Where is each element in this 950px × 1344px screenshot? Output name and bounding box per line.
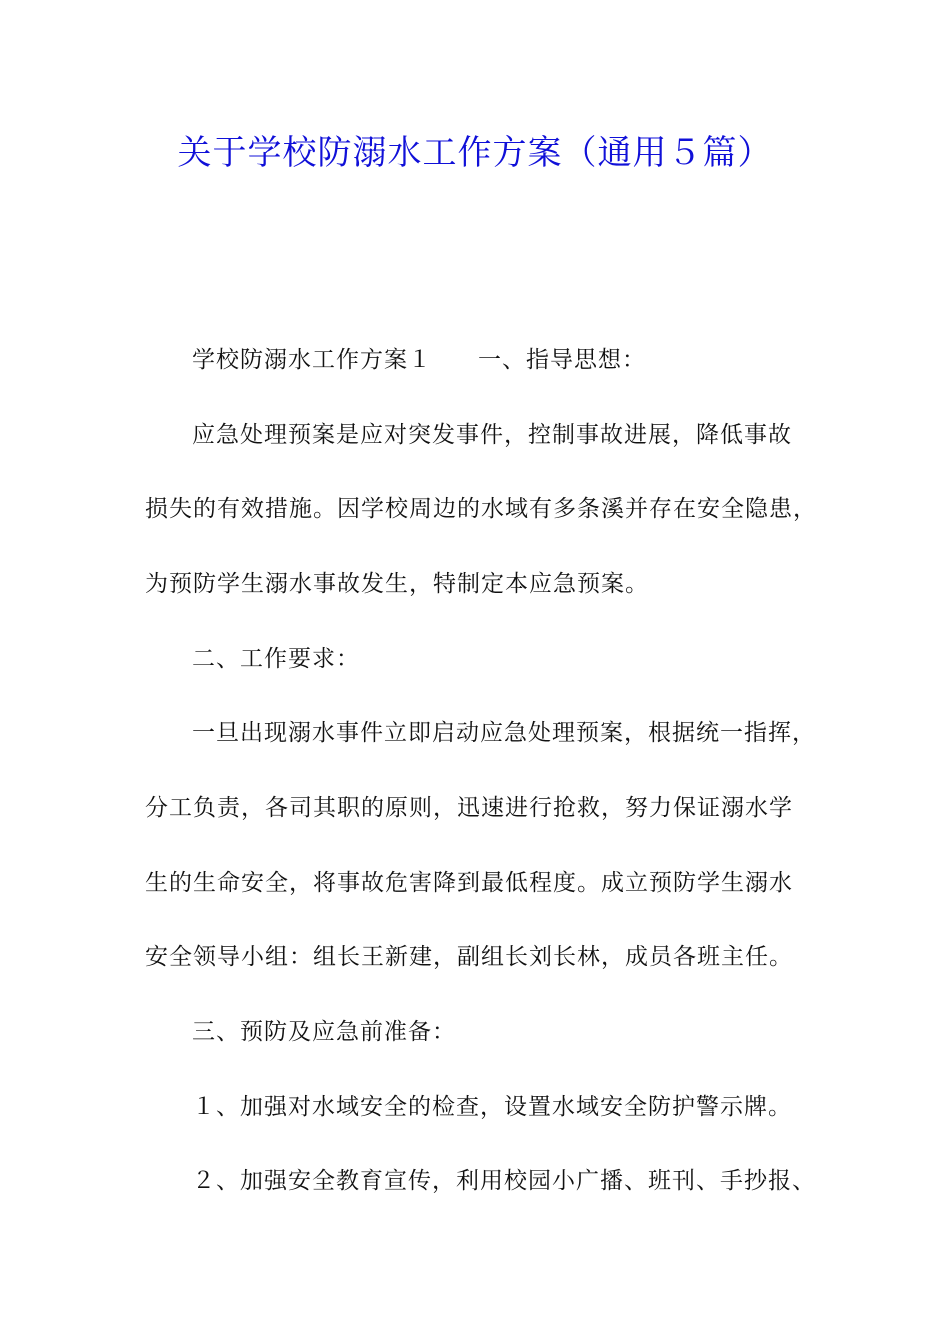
section-heading-guiding-thought: 一、指导思想： [478, 347, 646, 373]
paragraph-line-6: 一旦出现溺水事件立即启动应急处理预案，根据统一指挥， [192, 720, 816, 746]
list-item-2: ２、加强安全教育宣传，利用校园小广播、班刊、手抄报、 [192, 1168, 816, 1194]
section-heading-prevention: 三、预防及应急前准备： [192, 1019, 456, 1045]
paragraph-line-9: 安全领导小组：组长王新建，副组长刘长林，成员各班主任。 [145, 944, 793, 970]
paragraph-line-4: 为预防学生溺水事故发生，特制定本应急预案。 [145, 571, 649, 597]
section-heading-plan-1: 学校防溺水工作方案１ [192, 347, 432, 373]
list-item-1: １、加强对水域安全的检查，设置水域安全防护警示牌。 [192, 1094, 792, 1120]
paragraph-line-1 [192, 343, 646, 377]
paragraph-line-2: 应急处理预案是应对突发事件，控制事故进展，降低事故 [192, 422, 792, 448]
paragraph-line-7: 分工负责，各司其职的原则，迅速进行抢救，努力保证溺水学 [145, 795, 793, 821]
document-title: 关于学校防溺水工作方案（通用５篇） [177, 133, 773, 173]
section-heading-work-requirements: 二、工作要求： [192, 646, 360, 672]
paragraph-line-3: 损失的有效措施。因学校周边的水域有多条溪并存在安全隐患， [145, 496, 817, 522]
paragraph-line-8: 生的生命安全，将事故危害降到最低程度。成立预防学生溺水 [145, 870, 793, 896]
